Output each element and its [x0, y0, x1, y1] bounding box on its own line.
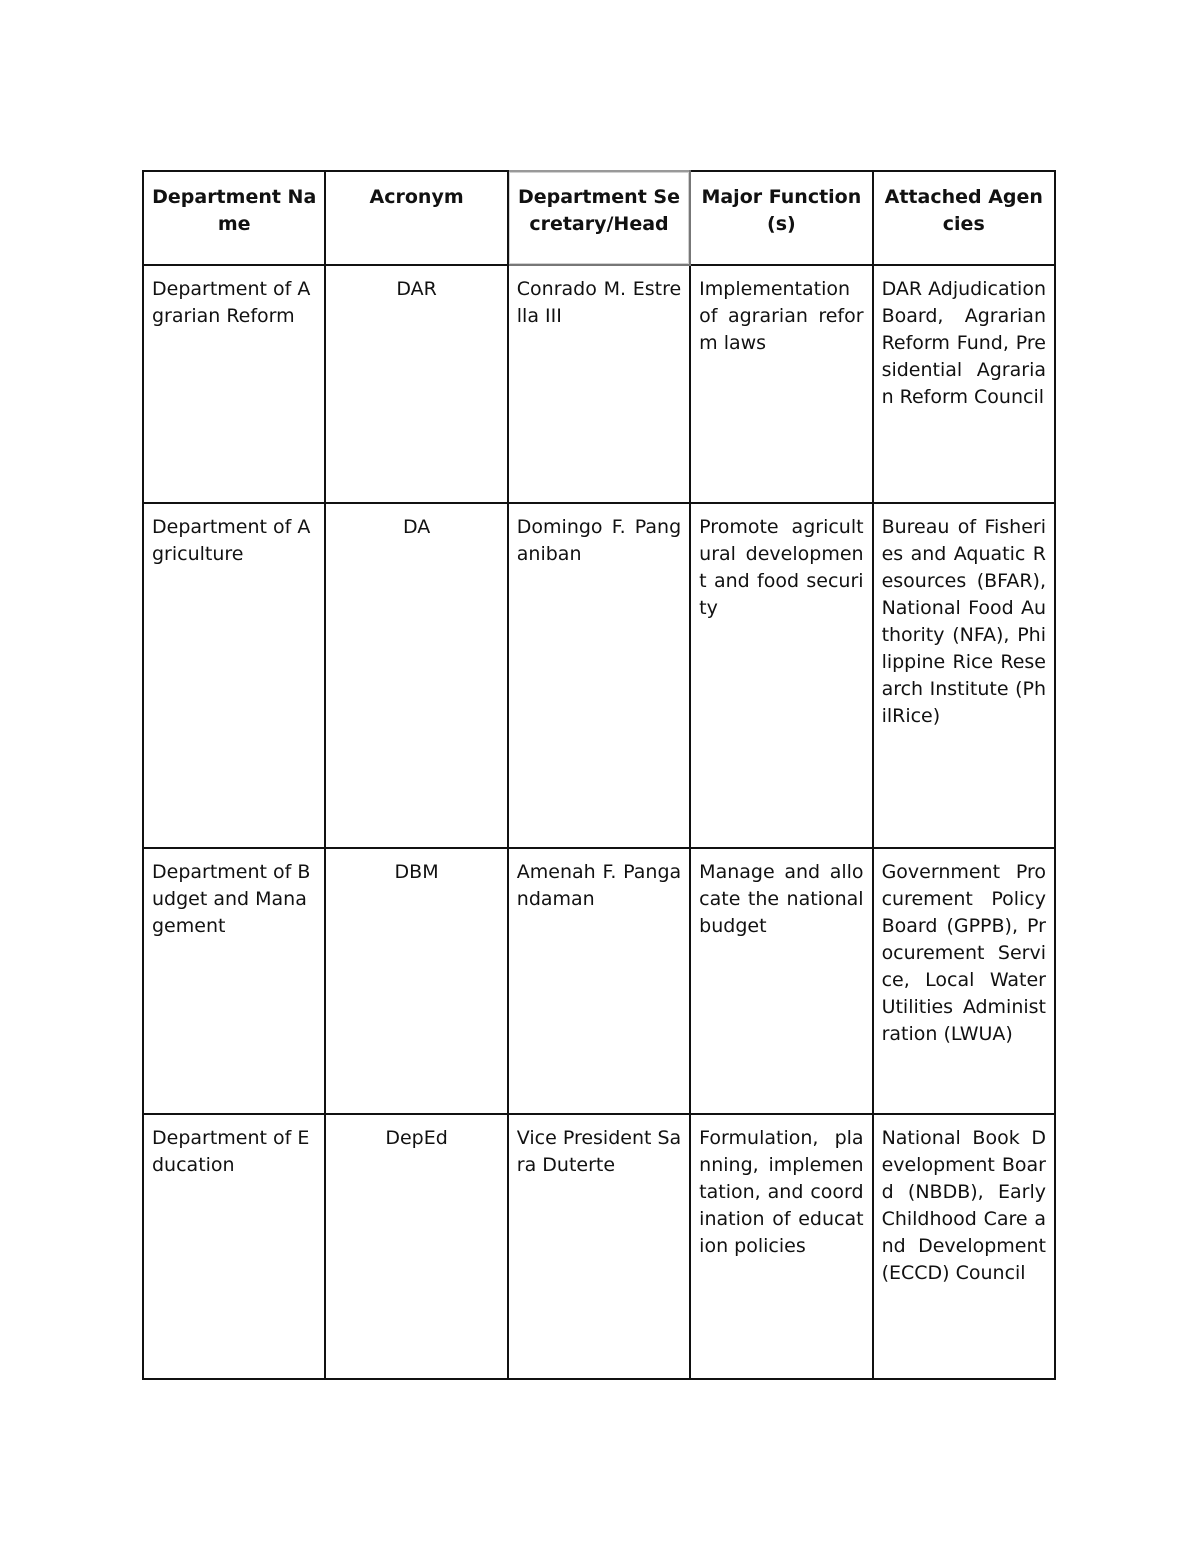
agencies-cell: Bureau of Fisheries and Aquatic Resources (BFAR), National Food Authority (NFA), Philippine Rice Research Institute (PhilRice) [873, 503, 1055, 848]
header-department-name: Department Name [143, 171, 325, 265]
department-name-cell: Department of Budget and Management [143, 848, 325, 1114]
header-department-secretary[interactable]: Department Secretary/Head [508, 171, 690, 265]
secretary-cell: Domingo F. Panganiban [508, 503, 690, 848]
table-header-row [143, 171, 1055, 265]
agencies-cell: National Book Development Board (NBDB), Early Childhood Care and Development (ECCD) Council [873, 1114, 1055, 1379]
function-cell: Promote agricultural development and food security [690, 503, 872, 848]
function-cell: Implementation of agrarian reform laws [690, 265, 872, 503]
department-name-cell: Department of Agriculture [143, 503, 325, 848]
header-acronym: Acronym [325, 171, 507, 265]
acronym-cell: DBM [325, 848, 507, 1114]
function-cell: Formulation, planning, implementation, and coordination of education policies [690, 1114, 872, 1379]
department-name-cell: Department of Education [143, 1114, 325, 1379]
secretary-cell: Vice President Sara Duterte [508, 1114, 690, 1379]
acronym-cell: DAR [325, 265, 507, 503]
department-name-cell: Department of Agrarian Reform [143, 265, 325, 503]
table-row [143, 1114, 1055, 1379]
secretary-cell: Conrado M. Estrella III [508, 265, 690, 503]
table-row [143, 265, 1055, 503]
function-cell: Manage and allocate the national budget [690, 848, 872, 1114]
departments-table [142, 170, 1056, 1380]
acronym-cell: DA [325, 503, 507, 848]
table-row [143, 503, 1055, 848]
agencies-cell: DAR Adjudication Board, Agrarian Reform Fund, Presidential Agrarian Reform Council [873, 265, 1055, 503]
agencies-cell: Government Procurement Policy Board (GPPB), Procurement Service, Local Water Utilities Administration (LWUA) [873, 848, 1055, 1114]
table-row [143, 848, 1055, 1114]
header-attached-agencies: Attached Agencies [873, 171, 1055, 265]
secretary-cell: Amenah F. Pangandaman [508, 848, 690, 1114]
header-major-functions: Major Function(s) [690, 171, 872, 265]
acronym-cell: DepEd [325, 1114, 507, 1379]
